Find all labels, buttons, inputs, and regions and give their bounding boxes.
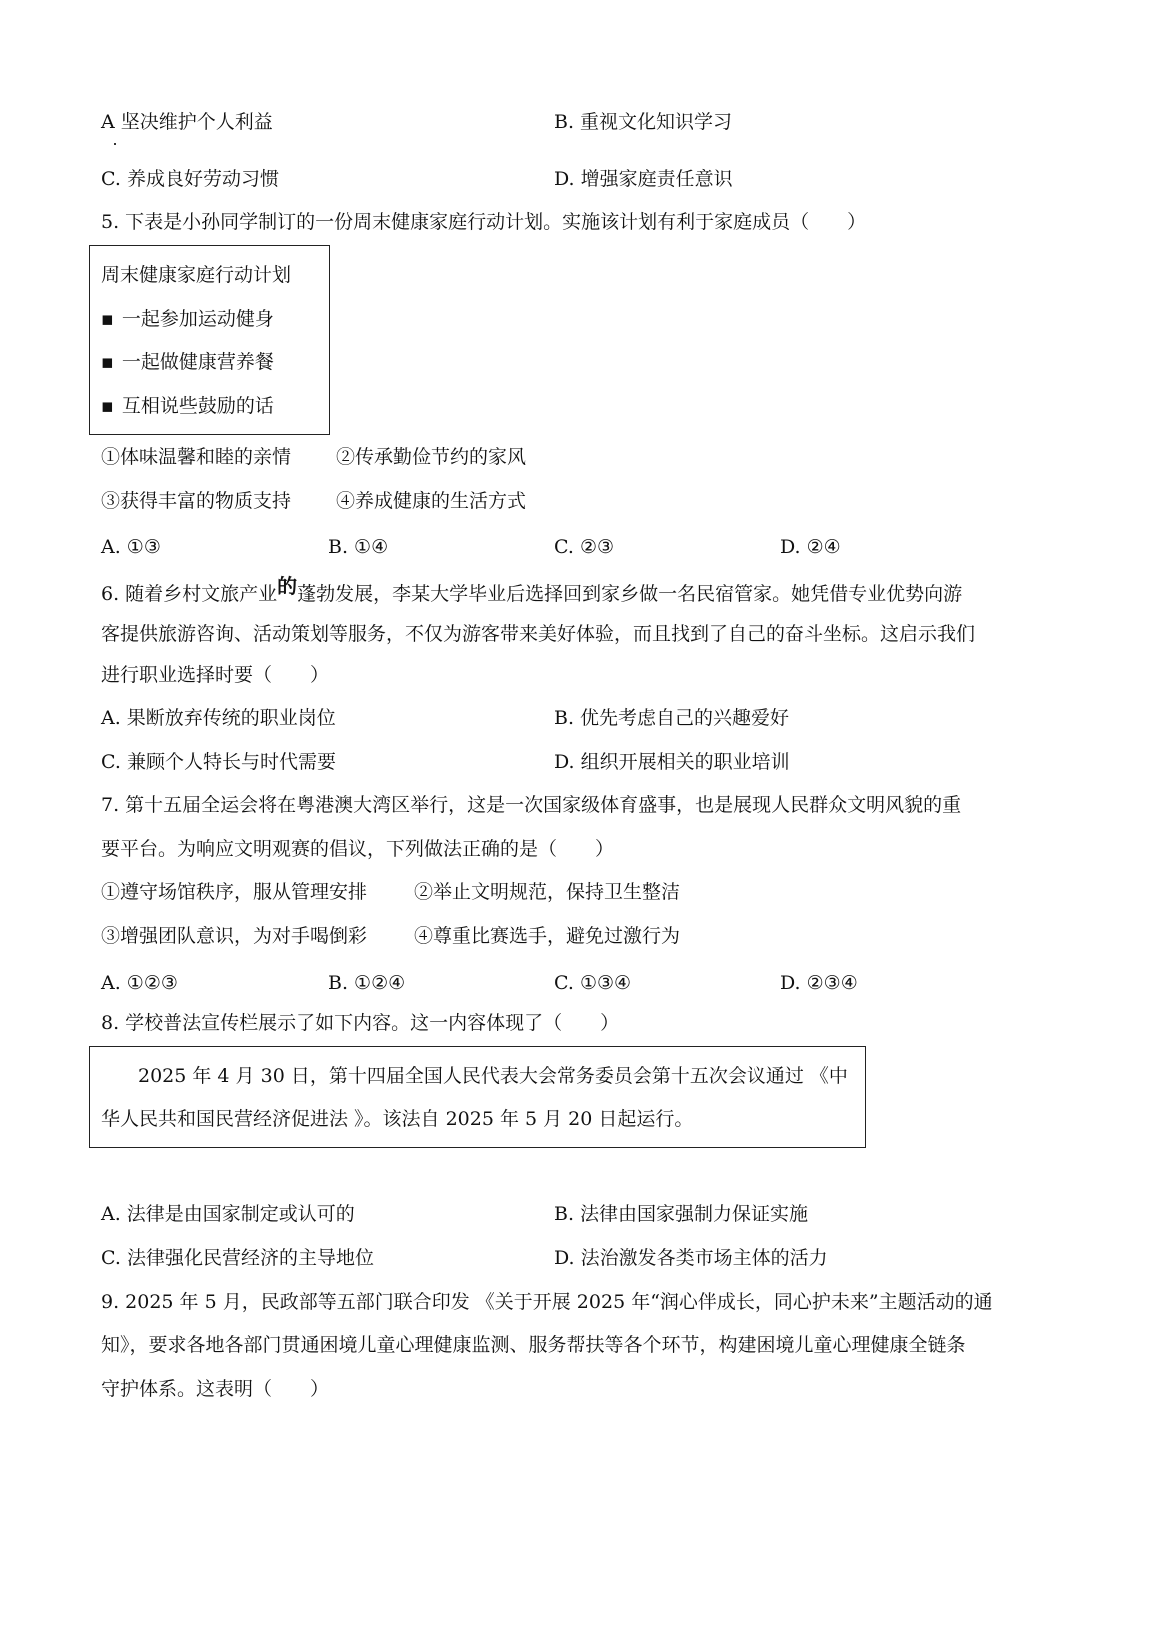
q5-statement-2: ②传承勤俭节约的家风 — [336, 446, 527, 468]
q5-option-b: B. ①④ — [328, 536, 389, 558]
bullet-icon: ▪ — [101, 308, 114, 330]
q6-stem-line-2: 客提供旅游咨询、活动策划等服务，不仅为游客带来美好体验，而且找到了自己的奋斗坐标。这启示我们 — [101, 623, 976, 645]
q5-plan-item: ▪ 互相说些鼓励的话 — [101, 395, 274, 417]
q8-news-box — [89, 1046, 866, 1148]
q8-box-line-1: 2025 年 4 月 30 日，第十四届全国人民代表大会常务委员会第十五次会议通过 《中 — [138, 1065, 848, 1087]
q9-stem-line-1: 9. 2025 年 5 月，民政部等五部门联合印发 《关于开展 2025 年“润心伴成长，同心护未来”主题活动的通 — [101, 1291, 993, 1313]
q5-option-a: A. ①③ — [101, 536, 161, 558]
q7-option-c: C. ①③④ — [554, 972, 632, 994]
q4-option-b: B. 重视文化知识学习 — [554, 111, 733, 133]
q5-option-c: C. ②③ — [554, 536, 615, 558]
bullet-icon: ▪ — [101, 395, 114, 417]
stray-dot — [114, 143, 116, 145]
q5-plan-title: 周末健康家庭行动计划 — [101, 264, 292, 286]
q8-option-c: C. 法律强化民营经济的主导地位 — [101, 1247, 374, 1269]
bullet-icon: ▪ — [101, 351, 114, 373]
q6-option-b: B. 优先考虑自己的兴趣爱好 — [554, 707, 790, 729]
q8-option-d: D. 法治激发各类市场主体的活力 — [554, 1247, 828, 1269]
q7-option-a: A. ①②③ — [101, 972, 178, 994]
q8-option-a: A. 法律是由国家制定或认可的 — [101, 1203, 355, 1225]
q9-stem-line-2: 知》，要求各地各部门贯通困境儿童心理健康监测、服务帮扶等各个环节，构建困境儿童心理健康全链条 — [101, 1334, 966, 1356]
q6-option-a: A. 果断放弃传统的职业岗位 — [101, 707, 336, 729]
q5-statement-3: ③获得丰富的物质支持 — [101, 490, 292, 512]
q7-statement-1: ①遵守场馆秩序，服从管理安排 — [101, 881, 368, 903]
q4-option-a: A 坚决维护个人利益 — [101, 111, 273, 133]
q9-stem-line-3: 守护体系。这表明（ ） — [101, 1378, 330, 1400]
q7-statement-3: ③增强团队意识，为对手喝倒彩 — [101, 925, 368, 947]
q6-option-d: D. 组织开展相关的职业培训 — [554, 751, 790, 773]
q6-stem-line-3: 进行职业选择时要（ ） — [101, 664, 330, 686]
q4-option-d: D. 增强家庭责任意识 — [554, 168, 733, 190]
q5-statement-4: ④养成健康的生活方式 — [336, 490, 527, 512]
q5-stem: 5. 下表是小孙同学制订的一份周末健康家庭行动计划。实施该计划有利于家庭成员（ ） — [101, 211, 867, 233]
q8-box-line-2: 华人民共和国民营经济促进法 》。该法自 2025 年 5 月 20 日起运行。 — [101, 1108, 694, 1130]
q5-statement-1: ①体味温馨和睦的亲情 — [101, 446, 292, 468]
q8-option-b: B. 法律由国家强制力保证实施 — [554, 1203, 809, 1225]
q5-plan-box — [89, 245, 330, 435]
q8-stem: 8. 学校普法宣传栏展示了如下内容。这一内容体现了（ ） — [101, 1012, 620, 1034]
q7-stem-line-1: 7. 第十五届全运会将在粤港澳大湾区举行，这是一次国家级体育盛事，也是展现人民群众文明风貌的重 — [101, 794, 962, 816]
q5-option-d: D. ②④ — [780, 536, 841, 558]
q4-option-c: C. 养成良好劳动习惯 — [101, 168, 279, 190]
q6-stem-line-1: 6. 随着乡村文旅产业的蓬勃发展，李某大学毕业后选择回到家乡做一名民宿管家。她凭借专业优势向游 — [101, 574, 963, 605]
q5-plan-item: ▪ 一起参加运动健身 — [101, 308, 274, 330]
q7-option-d: D. ②③④ — [780, 972, 858, 994]
q7-stem-line-2: 要平台。为响应文明观赛的倡议，下列做法正确的是（ ） — [101, 838, 615, 860]
q7-statement-2: ②举止文明规范，保持卫生整洁 — [414, 881, 681, 903]
q5-plan-item: ▪ 一起做健康营养餐 — [101, 351, 274, 373]
q7-option-b: B. ①②④ — [328, 972, 406, 994]
q7-statement-4: ④尊重比赛选手，避免过激行为 — [414, 925, 681, 947]
q6-option-c: C. 兼顾个人特长与时代需要 — [101, 751, 336, 773]
